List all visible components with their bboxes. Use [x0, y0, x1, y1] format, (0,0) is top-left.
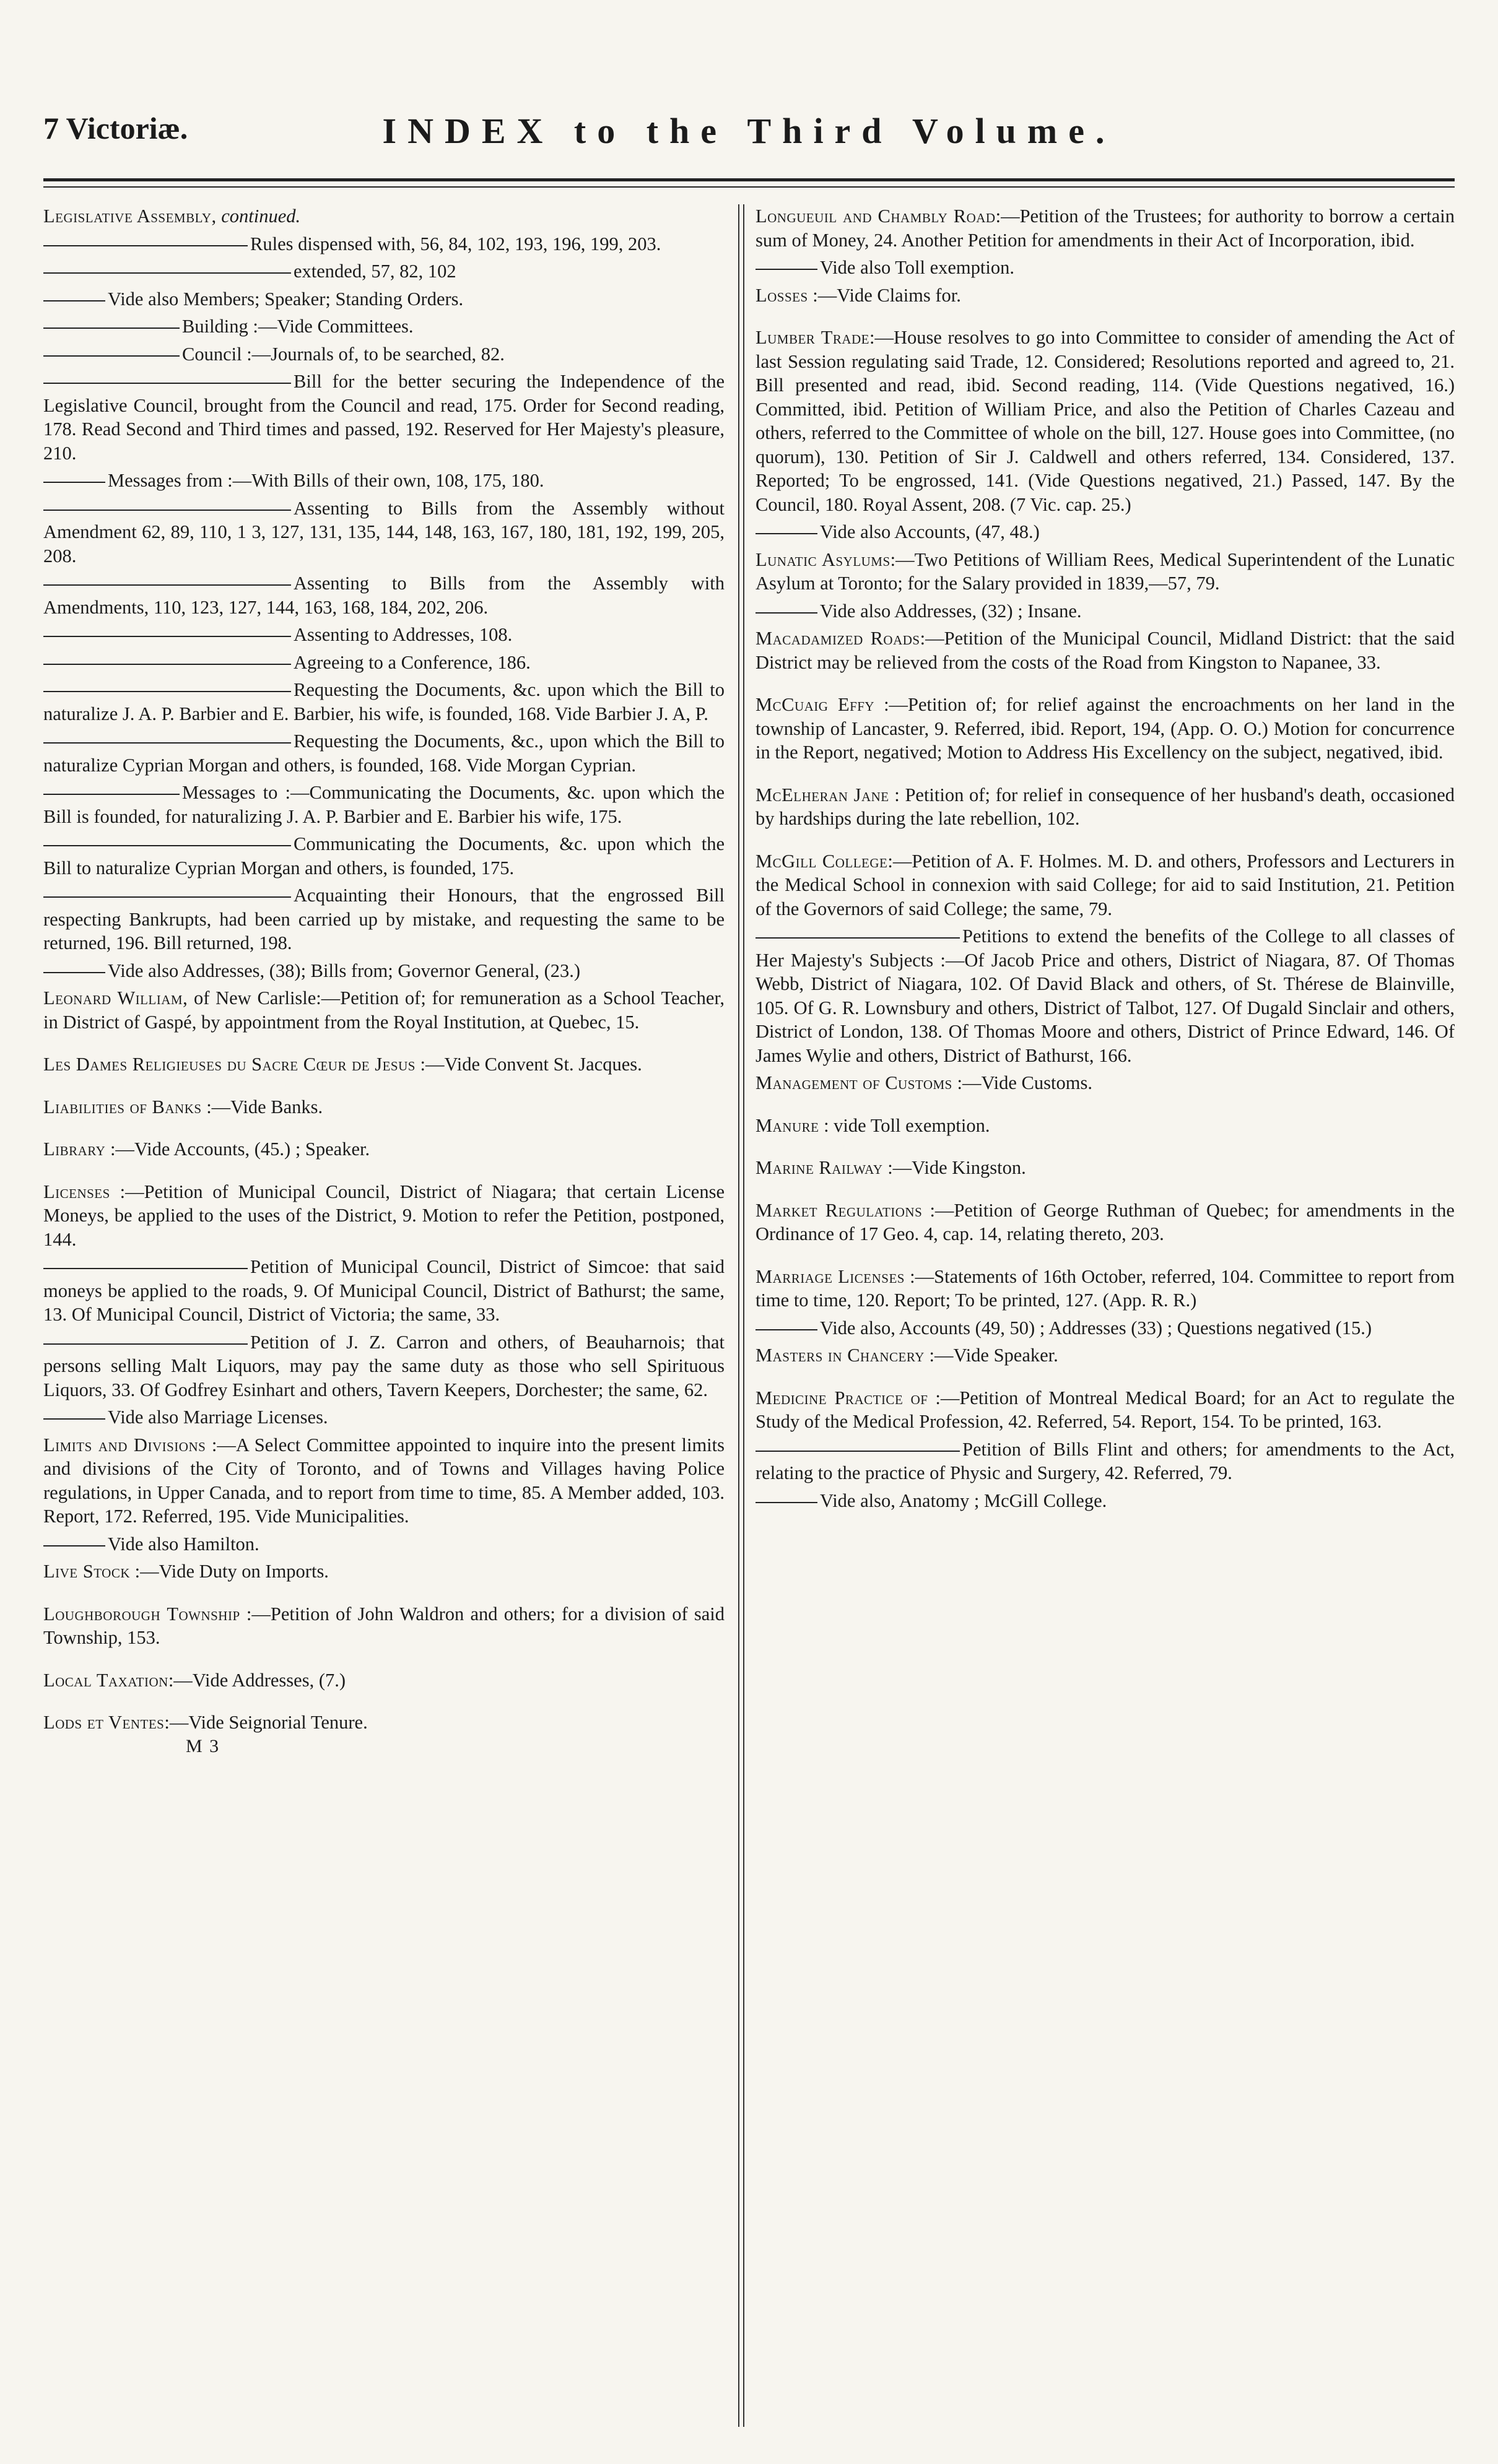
index-entry	[43, 623, 725, 647]
index-entry	[756, 284, 1455, 308]
entry-text	[756, 1438, 1455, 1485]
index-entry	[43, 259, 725, 284]
index-entry	[756, 1386, 1455, 1434]
entry-text	[43, 832, 725, 880]
entry-body: Acquainting their Honours, that the engrossed Bill respecting Bankrupts, had been carried up by mistake, and requesting the same to be returned, 196. Bill returned, 198.	[43, 885, 725, 953]
entry-body: Vide also, Anatomy ; McGill College.	[820, 1490, 1107, 1511]
entry-body: :—House resolves to go into Committee to consider of amending the Act of last Session regulating said Trade, 12. Considered; Resolutions reported and agreed to, 21. Bill presented and read, ibid. Second reading, 114. (Vide Questions negatived, 16.) Committed, ibid. Petition of William Price, and also the Petition of Charles Cazeau and others, referred to the Committee of whole on the bill, 127. House goes into Committee, (no quorum), 130. Petition of Sir J. Caldwell and others referred, 134. Considered, 137. Reported; To be engrossed, 141. (Vide Questions negatived, 21.) Passed, 147. By the Council, 180. Royal Assent, 208. (7 Vic. cap. 25.)	[756, 327, 1455, 515]
index-entry	[43, 232, 725, 256]
index-entry	[756, 520, 1455, 544]
entry-text	[756, 1199, 1455, 1246]
index-entry	[756, 204, 1455, 252]
entry-body: :—Petition of Municipal Council, District of Niagara; that certain License Moneys, be applied to the uses of the District, 9. Motion to refer the Petition, postponed, 144.	[43, 1181, 725, 1250]
entry-text	[43, 232, 725, 256]
thin-rule	[43, 186, 1455, 188]
index-entry	[43, 342, 725, 367]
ditto-rule	[43, 691, 291, 692]
entry-heading: Liabilities of Banks	[43, 1096, 202, 1117]
entry-body: :—Petition of George Ruthman of Quebec; for amendments in the Ordinance of 17 Geo. 4, cap. 14, relating thereto, 203.	[756, 1199, 1455, 1244]
index-entry	[756, 627, 1455, 674]
ditto-rule	[43, 300, 105, 301]
ditto-rule	[756, 612, 817, 614]
index-entry	[756, 256, 1455, 280]
entry-body: extended, 57, 82, 102	[294, 261, 456, 282]
ditto-rule	[43, 482, 105, 483]
index-entry	[756, 1156, 1455, 1180]
index-entry	[756, 924, 1455, 1067]
ditto-rule	[43, 355, 180, 357]
entry-heading: McGill College	[756, 850, 888, 872]
ditto-rule	[43, 636, 291, 637]
entry-text	[756, 1343, 1455, 1368]
entry-heading: Limits and Divisions	[43, 1434, 206, 1455]
entry-body: :—Two Petitions of William Rees, Medical Superintendent of the Lunatic Asylum at Toronto; for the Salary provided in 1839,—57, 79.	[756, 549, 1455, 594]
entry-text	[43, 1433, 725, 1529]
ditto-rule	[43, 272, 291, 274]
entry-body: Vide also Hamilton.	[108, 1533, 259, 1555]
entry-body: Petitions to extend the benefits of the College to all classes of Her Majesty's Subjects :—Of Jacob Price and others, District of Niagara, 87. Of Thomas Webb, District of Niagara, 102. Of David Black and others, of St. Thérese de Blainville, 105. Of G. R. Lownsbury and others, District of Talbot, 127. Of Dugald Sinclair and others, District of London, 138. Of Thomas Moore and others, District of Prince Edward, 146. Of James Wylie and others, District of Bathurst, 166.	[756, 926, 1455, 1066]
entry-text	[43, 986, 725, 1034]
index-entry	[43, 287, 725, 311]
entry-text	[756, 783, 1455, 831]
entry-heading: Legislative Assembly,	[43, 206, 217, 227]
entry-body: of New Carlisle:—Petition of; for remuneration as a School Teacher, in District of Gaspé, by appointment from the Royal Institution, at Quebec, 15.	[43, 987, 725, 1033]
entry-heading: Leonard William,	[43, 987, 188, 1009]
entry-text	[756, 849, 1455, 921]
entry-text	[43, 1095, 725, 1119]
entry-body: Petition of Municipal Council, District of Simcoe: that said moneys be applied to the roads, 9. Of Municipal Council, District of Bathurst; the same, 13. Of Municipal Council, District of Victoria; the same, 33.	[43, 1256, 725, 1325]
index-entry	[43, 1602, 725, 1650]
index-entry	[43, 651, 725, 675]
index-entry	[43, 678, 725, 726]
entry-heading: Lumber Trade	[756, 327, 869, 348]
entry-body: Requesting the Documents, &c. upon which the Bill to naturalize J. A. P. Barbier and E. Barbier, his wife, is founded, 168. Vide Barbier J. A, P.	[43, 679, 725, 724]
index-entry	[756, 1199, 1455, 1246]
index-entry	[43, 370, 725, 465]
ditto-rule	[43, 1268, 248, 1269]
entry-body: :—Vide Claims for.	[808, 284, 961, 306]
entry-text	[43, 1532, 725, 1556]
index-entry	[43, 729, 725, 777]
entry-heading: Market Regulations	[756, 1199, 923, 1221]
entry-body: Rules dispensed with, 56, 84, 102, 193, 196, 199, 203.	[250, 233, 661, 254]
entry-text	[756, 520, 1455, 544]
entry-heading: Lunatic Asylums	[756, 549, 891, 570]
column-divider-inner	[743, 204, 744, 2427]
entry-body: Messages from :—With Bills of their own, 108, 175, 180.	[108, 470, 544, 491]
regnal-year: 7 Victoriæ.	[43, 111, 188, 145]
entry-text	[756, 548, 1455, 596]
page-title: INDEX to the Third Volume.	[382, 111, 1116, 151]
entry-text	[43, 370, 725, 465]
index-entry	[756, 1114, 1455, 1138]
index-entry	[43, 781, 725, 828]
entry-text	[756, 1071, 1455, 1095]
index-entry	[43, 497, 725, 568]
ditto-rule	[43, 1418, 105, 1420]
entry-heading: Licenses	[43, 1181, 110, 1202]
ditto-rule	[43, 664, 291, 665]
ditto-rule	[43, 794, 180, 795]
entry-text	[756, 1316, 1455, 1340]
entry-text	[43, 1602, 725, 1650]
entry-body: :—Vide Accounts, (45.) ; Speaker.	[105, 1139, 370, 1160]
header-rules	[43, 178, 1455, 188]
index-entry	[756, 693, 1455, 765]
index-entry	[43, 1137, 725, 1161]
entry-text	[43, 651, 725, 675]
entry-body: Assenting to Addresses, 108.	[294, 624, 513, 645]
entry-body: Vide also Members; Speaker; Standing Orders.	[108, 288, 464, 310]
index-entry	[43, 1180, 725, 1252]
entry-body: Vide also, Accounts (49, 50) ; Addresses (33) ; Questions negatived (15.)	[820, 1317, 1372, 1338]
entry-text	[43, 287, 725, 311]
entry-text	[756, 1489, 1455, 1513]
entry-body: :—Statements of 16th October, referred, 104. Committee to report from time to time, 120. Report; To be printed, 127. (App. R. R.)	[756, 1265, 1455, 1311]
entry-text	[756, 326, 1455, 516]
entry-body: :—Petition of; for relief against the encroachments on her land in the township of Lancaster, 9. Referred, ibid. Report, 194, (App. O. O.) Motion for concurrence in the Report, negatived; Motion to Address His Excellency on the subject, negatived, ibid.	[756, 694, 1455, 763]
entry-heading: Local Taxation	[43, 1669, 168, 1691]
entry-text	[43, 1330, 725, 1402]
entry-heading: McCuaig Effy	[756, 694, 875, 715]
entry-heading: Longueuil and Chambly Road	[756, 206, 996, 227]
entry-text	[43, 204, 725, 228]
entry-text	[756, 599, 1455, 623]
index-entry	[43, 204, 725, 228]
index-entry	[43, 315, 725, 339]
index-columns	[43, 204, 1455, 2427]
entry-text	[756, 1156, 1455, 1180]
index-entry	[43, 986, 725, 1034]
index-entry	[43, 959, 725, 983]
ditto-rule	[756, 1329, 817, 1330]
column-divider	[738, 204, 739, 2427]
index-entry	[43, 1255, 725, 1327]
entry-text	[43, 1711, 725, 1735]
entry-text	[43, 1052, 725, 1077]
ditto-rule	[43, 383, 291, 384]
entry-body: :—Vide Seignorial Tenure.	[164, 1712, 368, 1733]
entry-heading: Losses	[756, 284, 808, 306]
entry-text	[756, 1386, 1455, 1434]
entry-text	[43, 497, 725, 568]
index-entry	[43, 1330, 725, 1402]
ditto-rule	[43, 972, 105, 973]
index-entry	[43, 1668, 725, 1693]
index-entry	[43, 1433, 725, 1529]
index-entry	[43, 469, 725, 493]
index-entry	[756, 326, 1455, 516]
entry-body: Vide also Addresses, (32) ; Insane.	[820, 600, 1082, 622]
entry-body: :—Vide Speaker.	[924, 1345, 1058, 1366]
entry-body: :—Petition of A. F. Holmes. M. D. and others, Professors and Lecturers in the Medical School in connexion with said College; for aid to said Institution, 21. Petition of the Governors of said College; the same, 79.	[756, 850, 1455, 919]
entry-heading: Live Stock	[43, 1561, 130, 1582]
index-entry	[43, 1560, 725, 1584]
ditto-rule	[43, 742, 291, 744]
entry-body: :—Vide Kingston.	[882, 1157, 1026, 1178]
ditto-rule	[756, 937, 960, 939]
right-column	[756, 204, 1455, 2427]
index-entry	[43, 883, 725, 955]
index-entry	[756, 1316, 1455, 1340]
entry-continued: continued.	[216, 206, 301, 227]
thick-rule	[43, 178, 1455, 181]
ditto-rule	[43, 896, 291, 898]
entry-heading: Library	[43, 1139, 106, 1160]
entry-body: :—Petition of the Municipal Council, Midland District: that the said District may be relieved from the costs of the Road from Kingston to Napanee, 33.	[756, 628, 1455, 673]
entry-body: :—Petition of the Trustees; for authority to borrow a certain sum of Money, 24. Another Petition for amendments in their Act of Incorporation, ibid.	[756, 206, 1455, 251]
index-entry	[756, 783, 1455, 831]
index-entry	[43, 1532, 725, 1556]
entry-body: : vide Toll exemption.	[819, 1114, 990, 1136]
index-entry	[756, 599, 1455, 623]
ditto-rule	[43, 584, 291, 586]
entry-body: Assenting to Bills from the Assembly with Amendments, 110, 123, 127, 144, 163, 168, 184, 202, 206.	[43, 573, 725, 618]
entry-body: Vide also Marriage Licenses.	[108, 1407, 328, 1428]
index-entry	[43, 571, 725, 619]
index-entry	[756, 548, 1455, 596]
entry-text	[43, 1560, 725, 1584]
entry-body: Assenting to Bills from the Assembly without Amendment 62, 89, 110, 1 3, 127, 131, 135, 144, 148, 163, 167, 180, 181, 192, 199, 205, 208.	[43, 497, 725, 566]
entry-body: :—Vide Convent St. Jacques.	[415, 1054, 642, 1075]
entry-body: Petition of J. Z. Carron and others, of Beauharnois; that persons selling Malt Liquors, may pay the same duty as those who sell Spirituous Liquors, 33. Of Godfrey Esinhart and others, Tavern Keepers, Dorchester; the same, 62.	[43, 1331, 725, 1400]
index-entry	[756, 1438, 1455, 1485]
entry-body: :—Vide Addresses, (7.)	[168, 1669, 346, 1691]
ditto-rule	[43, 328, 180, 329]
entry-text	[43, 959, 725, 983]
entry-heading: Manure	[756, 1114, 819, 1136]
entry-text	[756, 204, 1455, 252]
entry-heading: Lods et Ventes	[43, 1712, 165, 1733]
entry-body: Agreeing to a Conference, 186.	[294, 651, 531, 673]
entry-heading: Marine Railway	[756, 1157, 883, 1178]
entry-text	[43, 342, 725, 367]
entry-body: Messages to :—Communicating the Documents, &c. upon which the Bill is founded, for naturalizing J. A. P. Barbier and E. Barbier his wife, 175.	[43, 782, 725, 827]
index-entry	[43, 1405, 725, 1429]
entry-heading: Macadamized Roads	[756, 628, 920, 649]
entry-text	[43, 1255, 725, 1327]
entry-body: Petition of Bills Flint and others; for amendments to the Act, relating to the practice of Physic and Surgery, 42. Referred, 79.	[756, 1438, 1455, 1483]
entry-text	[756, 284, 1455, 308]
ditto-rule	[43, 845, 291, 846]
index-entry	[43, 1711, 725, 1735]
index-entry	[756, 1489, 1455, 1513]
entry-text	[43, 571, 725, 619]
entry-text	[756, 1265, 1455, 1312]
entry-text	[43, 1405, 725, 1429]
left-column	[43, 204, 725, 2427]
ditto-rule	[43, 510, 291, 511]
index-entry	[756, 1265, 1455, 1312]
entry-heading: Management of Customs	[756, 1072, 952, 1093]
entry-text	[43, 1180, 725, 1252]
entry-text	[756, 693, 1455, 765]
entry-body: Bill for the better securing the Independence of the Legislative Council, brought from the Council and read, 175. Order for Second reading, 178. Read Second and Third times and passed, 192. Reserved for Her Majesty's pleasure, 210.	[43, 371, 725, 464]
ditto-rule	[756, 533, 817, 534]
entry-text	[756, 1114, 1455, 1138]
entry-body: Communicating the Documents, &c. upon which the Bill to naturalize Cyprian Morgan and others, is founded, 175.	[43, 833, 725, 878]
entry-text	[43, 678, 725, 726]
entry-text	[43, 469, 725, 493]
entry-heading: Masters in Chancery	[756, 1345, 925, 1366]
entry-text	[43, 883, 725, 955]
index-entry	[43, 832, 725, 880]
index-entry	[43, 1052, 725, 1077]
ditto-rule	[43, 245, 248, 246]
entry-body: Vide also Toll exemption.	[820, 257, 1014, 278]
entry-body: :—A Select Committee appointed to inquire into the present limits and divisions of the City of Toronto, and of Towns and Villages having Police regulations, in Upper Canada, and to report from time to time, 85. A Member added, 103. Report, 172. Referred, 195. Vide Municipalities.	[43, 1434, 725, 1527]
entry-body: Requesting the Documents, &c., upon which the Bill to naturalize Cyprian Morgan and others, is founded, 168. Vide Morgan Cyprian.	[43, 731, 725, 776]
index-entry	[43, 1095, 725, 1119]
index-entry	[756, 1071, 1455, 1095]
entry-text	[756, 627, 1455, 674]
entry-body: :—Vide Banks.	[201, 1096, 323, 1117]
index-entry	[756, 849, 1455, 921]
entry-text	[43, 623, 725, 647]
entry-text	[43, 1668, 725, 1693]
entry-body: :—Petition of Montreal Medical Board; for an Act to regulate the Study of the Medical Profession, 42. Referred, 54. Report, 154. To be printed, 163.	[756, 1387, 1455, 1432]
entry-body: Building :—Vide Committees.	[182, 316, 414, 337]
entry-body: : Petition of; for relief in consequence of her husband's death, occasioned by hardships during the late rebellion, 102.	[756, 784, 1455, 829]
entry-text	[756, 256, 1455, 280]
entry-body: Vide also Addresses, (38); Bills from; Governor General, (23.)	[108, 960, 581, 981]
entry-heading: Marriage Licenses	[756, 1265, 905, 1287]
ditto-rule	[43, 1545, 105, 1547]
entry-heading: Medicine Practice of	[756, 1387, 928, 1408]
entry-text	[43, 259, 725, 284]
entry-body: :—Vide Duty on Imports.	[130, 1561, 329, 1582]
index-entry	[756, 1343, 1455, 1368]
entry-heading: McElheran Jane	[756, 784, 889, 805]
entry-text	[43, 729, 725, 777]
entry-text	[43, 1137, 725, 1161]
entry-text	[43, 315, 725, 339]
ditto-rule	[756, 269, 817, 270]
entry-body: Council :—Journals of, to be searched, 82.	[182, 343, 505, 365]
ditto-rule	[756, 1451, 960, 1452]
ditto-rule	[756, 1502, 817, 1503]
running-head	[43, 110, 1455, 160]
entry-heading: Les Dames Religieuses du Sacre Cœur de Jesus	[43, 1054, 416, 1075]
entry-text	[43, 781, 725, 828]
entry-heading: Loughborough Township	[43, 1603, 240, 1625]
entry-body: Vide also Accounts, (47, 48.)	[820, 521, 1040, 542]
ditto-rule	[43, 1343, 248, 1345]
signature-mark: M 3	[186, 1735, 220, 1756]
entry-text	[756, 924, 1455, 1067]
entry-body: :—Vide Customs.	[952, 1072, 1092, 1093]
entry-body: :—Petition of John Waldron and others; for a division of said Township, 153.	[43, 1603, 725, 1648]
